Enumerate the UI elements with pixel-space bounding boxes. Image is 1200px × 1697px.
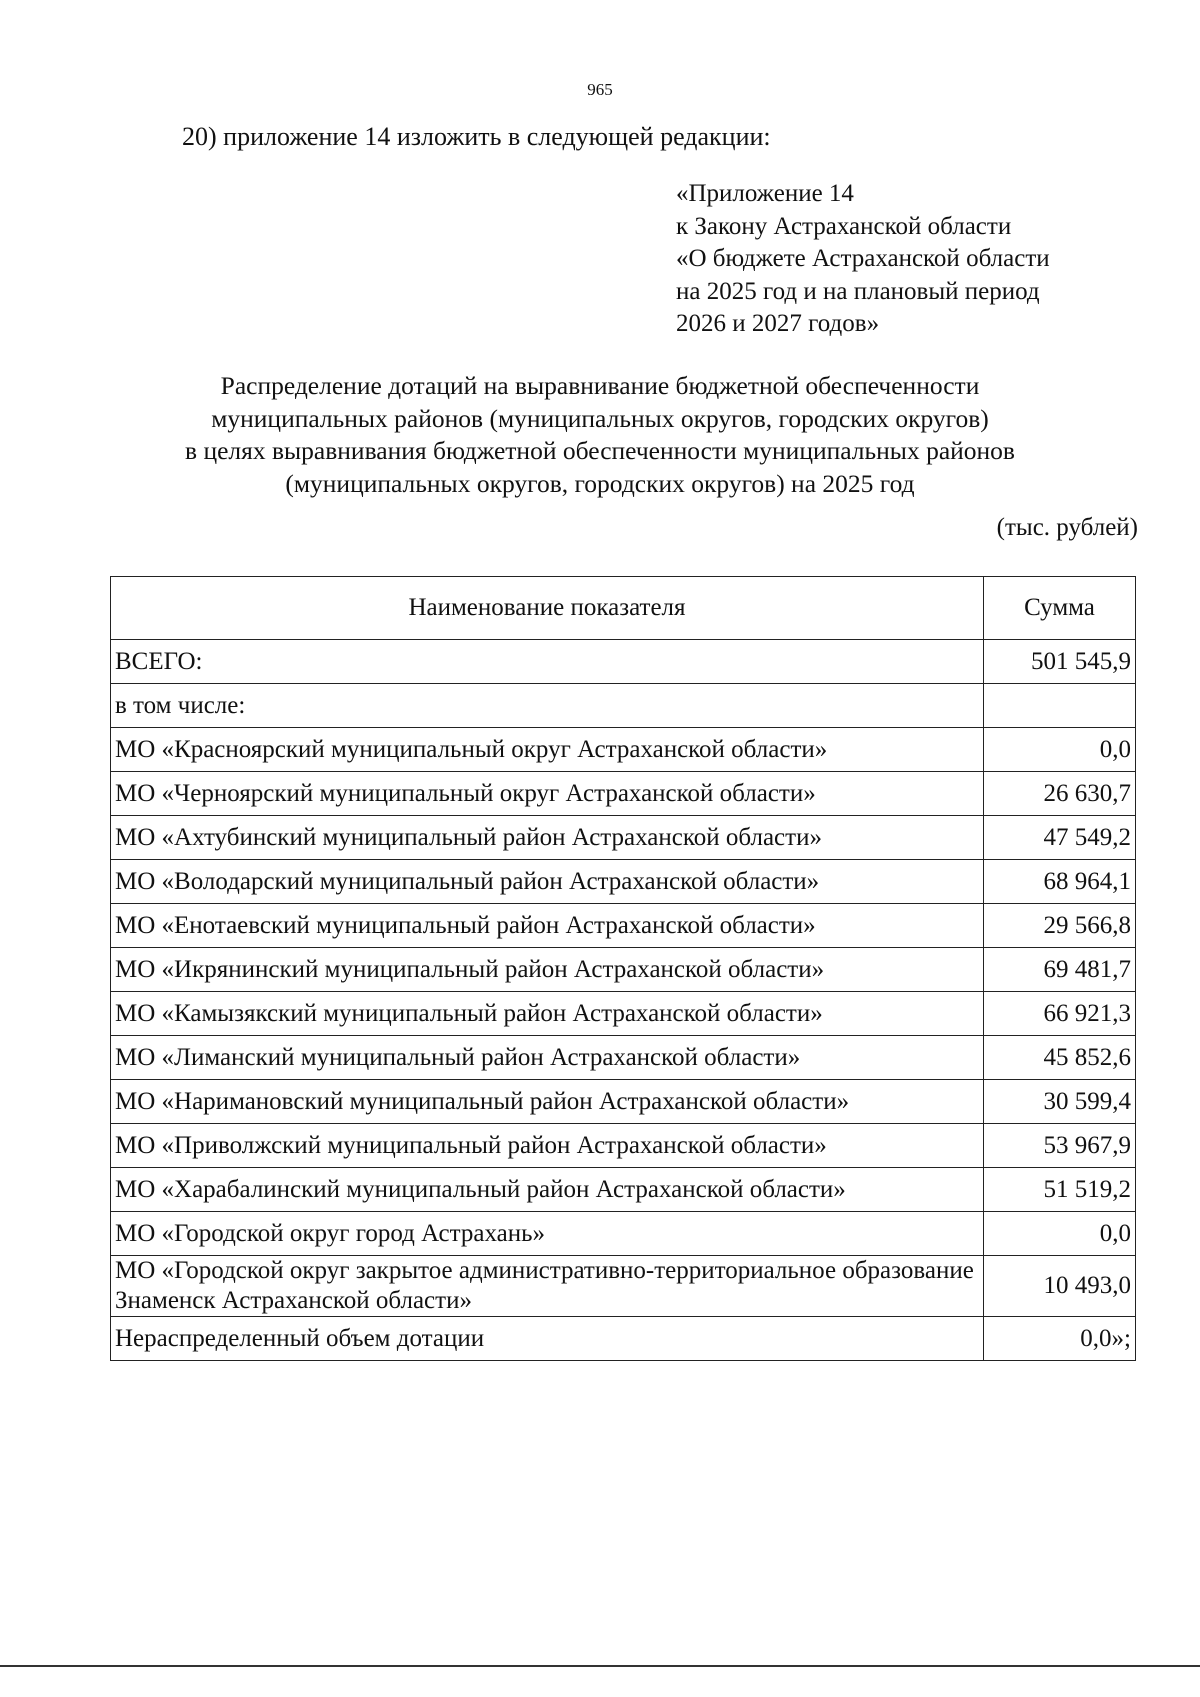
subsidies-table — [110, 576, 1136, 1361]
table-row — [111, 992, 1136, 1036]
row-sum: 66 921,3 — [984, 992, 1136, 1036]
row-sum: 0,0 — [984, 1212, 1136, 1256]
row-name: МО «Городской округ город Астрахань» — [111, 1212, 984, 1256]
row-sum: 10 493,0 — [984, 1256, 1136, 1317]
title-line: муниципальных районов (муниципальных округов, городских округов) — [211, 403, 989, 433]
table-row — [111, 640, 1136, 684]
page-number: 965 — [587, 80, 613, 99]
row-name: МО «Красноярский муниципальный округ Астраханской области» — [111, 728, 984, 772]
table-row — [111, 1212, 1136, 1256]
table-row — [111, 684, 1136, 728]
header-name: Наименование показателя — [111, 577, 984, 640]
row-name: МО «Лиманский муниципальный район Астраханской области» — [111, 1036, 984, 1080]
table-row — [111, 948, 1136, 992]
row-sum: 47 549,2 — [984, 816, 1136, 860]
intro-paragraph: 20) приложение 14 изложить в следующей редакции: — [182, 122, 771, 151]
appendix-reference — [676, 178, 1050, 341]
footer-rule — [0, 1665, 1200, 1667]
table-row — [111, 1036, 1136, 1080]
appendix-ref-line: «Приложение 14 — [676, 180, 854, 207]
row-sum: 51 519,2 — [984, 1168, 1136, 1212]
table-row — [111, 728, 1136, 772]
row-sum: 68 964,1 — [984, 860, 1136, 904]
row-name: МО «Приволжский муниципальный район Астраханской области» — [111, 1124, 984, 1168]
appendix-ref-line: к Закону Астраханской области — [676, 212, 1012, 240]
row-name: Нераспределенный объем дотации — [111, 1317, 984, 1361]
appendix-ref-line: на 2025 год и на плановый период — [676, 277, 1040, 305]
header-sum: Сумма — [984, 577, 1136, 640]
row-name: МО «Камызякский муниципальный район Астраханской области» — [111, 992, 984, 1036]
table-row — [111, 1168, 1136, 1212]
table-row — [111, 1256, 1136, 1317]
row-sum: 29 566,8 — [984, 904, 1136, 948]
table-row — [111, 1080, 1136, 1124]
row-name: МО «Икрянинский муниципальный район Астраханской области» — [111, 948, 984, 992]
row-sum: 45 852,6 — [984, 1036, 1136, 1080]
row-sum: 69 481,7 — [984, 948, 1136, 992]
row-name: МО «Ахтубинский муниципальный район Астраханской области» — [111, 816, 984, 860]
title-line: в целях выравнивания бюджетной обеспеченности муниципальных районов — [185, 436, 1015, 465]
appendix-ref-line: «О бюджете Астраханской области — [676, 245, 1050, 272]
row-name: МО «Наримановский муниципальный район Астраханской области» — [111, 1080, 984, 1124]
table-row — [111, 1317, 1136, 1361]
table-header-row — [111, 577, 1136, 640]
table-row — [111, 860, 1136, 904]
row-sum: 0,0»; — [984, 1317, 1136, 1361]
table-row — [111, 772, 1136, 816]
row-name: МО «Городской округ закрытое административно-территориальное образование Знаменск Астраханской области» — [111, 1256, 984, 1317]
row-name: МО «Енотаевский муниципальный район Астраханской области» — [111, 904, 984, 948]
units-label: (тыс. рублей) — [996, 514, 1138, 541]
row-sum: 0,0 — [984, 728, 1136, 772]
row-sum: 53 967,9 — [984, 1124, 1136, 1168]
title-line: (муниципальных округов, городских округов) на 2025 год — [285, 468, 915, 498]
row-sum: 26 630,7 — [984, 772, 1136, 816]
title-line: Распределение дотаций на выравнивание бюджетной обеспеченности — [220, 371, 980, 400]
row-sum — [984, 684, 1136, 728]
row-name: в том числе: — [111, 684, 984, 728]
row-name: МО «Володарский муниципальный район Астраханской области» — [111, 860, 984, 904]
table-row — [111, 904, 1136, 948]
document-title — [0, 370, 1200, 500]
table-row — [111, 816, 1136, 860]
table-row — [111, 1124, 1136, 1168]
row-name: МО «Харабалинский муниципальный район Астраханской области» — [111, 1168, 984, 1212]
row-name: ВСЕГО: — [111, 640, 984, 684]
appendix-ref-line: 2026 и 2027 годов» — [676, 310, 880, 337]
row-sum: 30 599,4 — [984, 1080, 1136, 1124]
row-sum: 501 545,9 — [984, 640, 1136, 684]
row-name: МО «Черноярский муниципальный округ Астраханской области» — [111, 772, 984, 816]
